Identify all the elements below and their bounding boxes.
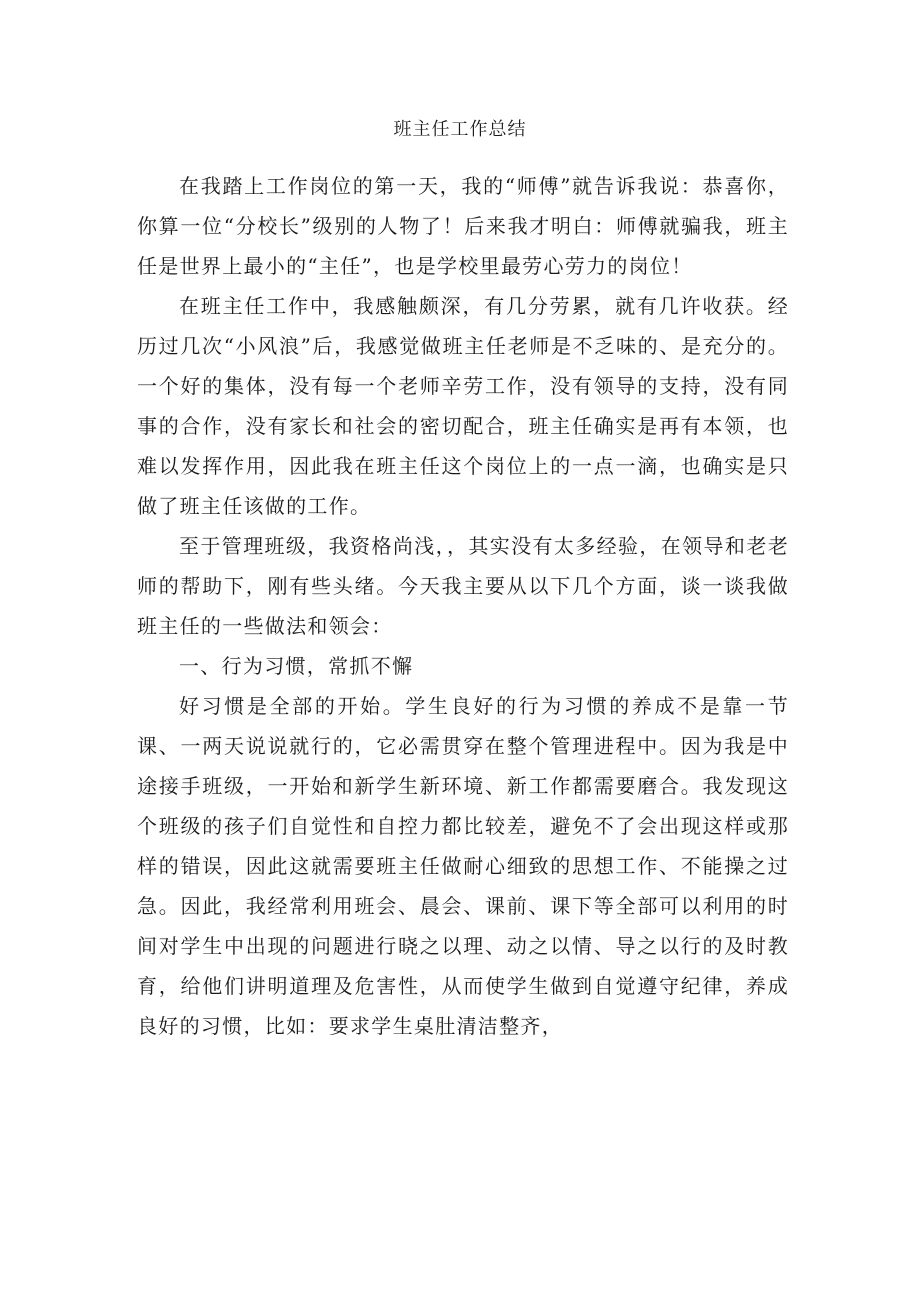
- document-title: 班主任工作总结: [393, 119, 527, 140]
- paragraph-habits: 好习惯是全部的开始。学生良好的行为习惯的养成不是靠一节课、一两天说说就行的，它必需贯穿在整个管理进程中。因为我是中途接手班级，一开始和新学生新环境、新工作都需要磨合。我发现这个班级的孩子们自觉性和自控力都比较差，避免不了会出现这样或那样的错误，因此这就需要班主任做耐心细致的思想工作、不能操之过急。因此，我经常利用班会、晨会、课前、课下等全部可以利用的时间对学生中出现的问题进行晓之以理、动之以情、导之以行的及时教育，给他们讲明道理及危害性，从而使学生做到自觉遵守纪律，养成良好的习惯，比如：要求学生桌肚清洁整齐，: [137, 694, 789, 1038]
- document-body: [137, 166, 789, 1046]
- paragraph-intro: 在我踏上工作岗位的第一天，我的“师傅”就告诉我说：恭喜你，你算一位“分校长”级别的人物了！后来我才明白：师傅就骗我，班主任是世界上最小的“主任”，也是学校里最劳心劳力的岗位！: [137, 174, 789, 278]
- paragraph-management: 至于管理班级，我资格尚浅，，其实没有太多经验，在领导和老老师的帮助下，刚有些头绪。今天我主要从以下几个方面，谈一谈我做班主任的一些做法和领会：: [137, 534, 789, 638]
- paragraph-experience: 在班主任工作中，我感触颇深，有几分劳累，就有几许收获。经历过几次“小风浪”后，我感觉做班主任老师是不乏味的、是充分的。一个好的集体，没有每一个老师辛劳工作，没有领导的支持，没有同事的合作，没有家长和社会的密切配合，班主任确实是再有本领，也难以发挥作用，因此我在班主任这个岗位上的一点一滴，也确实是只做了班主任该做的工作。: [137, 294, 789, 518]
- section-heading: 一、行为习惯，常抓不懈: [179, 654, 414, 678]
